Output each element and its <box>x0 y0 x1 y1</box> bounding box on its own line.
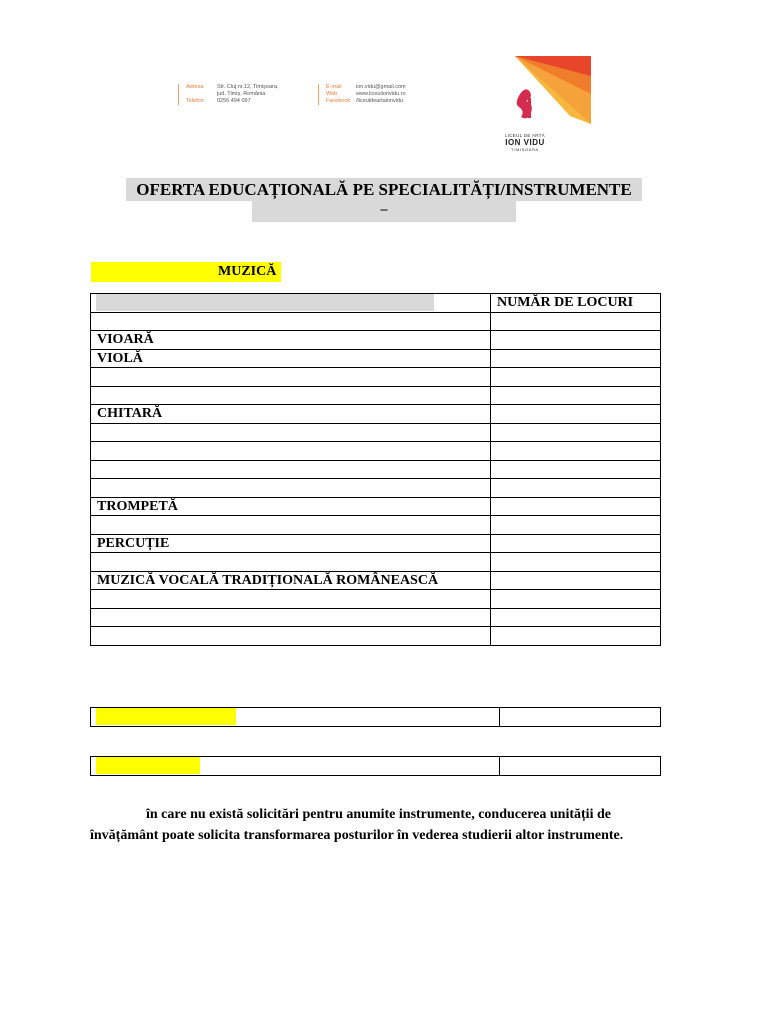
table-row <box>91 331 661 350</box>
places-cell <box>491 497 661 516</box>
instrument-cell <box>91 368 491 387</box>
table-row <box>91 708 661 727</box>
value-cell-1 <box>499 708 660 727</box>
highlight-cell-2 <box>91 757 500 776</box>
page-title: OFERTA EDUCAȚIONALĂ PE SPECIALITĂȚI/INSTRUMENTE <box>126 178 642 201</box>
address-label: Adresa <box>186 84 204 90</box>
table-row <box>91 757 661 776</box>
letterhead-contact-address <box>178 84 278 105</box>
instrument-cell <box>91 479 491 498</box>
places-cell <box>491 386 661 405</box>
address-line2: jud. Timiș, România <box>217 91 266 97</box>
highlight-cell-1 <box>91 708 500 727</box>
table-row <box>91 423 661 442</box>
section-label: MUZICĂ <box>218 264 277 279</box>
footnote-text: în care nu există solicitări pentru anumite instrumente, conducerea unității de învățământ poate solicita transformarea posturilor în vederea studierii altor instrumente. <box>90 807 624 843</box>
table-row <box>91 497 661 516</box>
web-label: Web <box>326 91 338 97</box>
letterhead-contact-online <box>318 84 406 105</box>
instrument-cell <box>91 423 491 442</box>
instrument-cell <box>91 553 491 572</box>
table-row <box>91 627 661 646</box>
table-header-row <box>91 294 661 313</box>
places-cell <box>491 590 661 609</box>
places-cell <box>491 312 661 331</box>
instrument-cell: VIOLĂ <box>91 349 491 368</box>
places-cell <box>491 423 661 442</box>
section-label-highlight <box>91 262 281 282</box>
header-shade <box>96 294 434 311</box>
logo-caption-city: TIMIȘOARA <box>511 147 539 152</box>
logo-caption-small: LICEUL DE ARTĂ <box>504 133 546 138</box>
instrument-cell <box>91 627 491 646</box>
places-cell <box>491 368 661 387</box>
yellow-highlight-1 <box>96 708 236 725</box>
highlight-table-1 <box>90 707 661 727</box>
table-row <box>91 312 661 331</box>
header-cell-instrument <box>91 294 491 313</box>
instrument-cell <box>91 590 491 609</box>
phone-value: 0256 494 097 <box>217 98 251 104</box>
table-row <box>91 460 661 479</box>
places-cell <box>491 460 661 479</box>
footnote-paragraph <box>90 804 670 846</box>
facebook-value: /liceuldeartaionvidu <box>356 98 404 104</box>
table-row <box>91 590 661 609</box>
table-row <box>91 368 661 387</box>
places-table <box>90 293 661 646</box>
places-cell <box>491 479 661 498</box>
places-cell <box>491 331 661 350</box>
places-cell <box>491 442 661 461</box>
address-line1: Str. Cluj nr.12, Timișoara, <box>217 84 279 90</box>
table-row <box>91 405 661 424</box>
places-cell <box>491 405 661 424</box>
places-cell <box>491 553 661 572</box>
facebook-label: Facebook <box>326 98 351 104</box>
instrument-cell <box>91 460 491 479</box>
instrument-cell: PERCUȚIE <box>91 534 491 553</box>
web-value: www.liceulionvidu.ro <box>356 91 406 97</box>
table-row <box>91 608 661 627</box>
instrument-cell: VIOARĂ <box>91 331 491 350</box>
places-cell <box>491 571 661 590</box>
places-cell <box>491 608 661 627</box>
places-cell <box>491 516 661 535</box>
instrument-cell <box>91 442 491 461</box>
page-subtitle: – <box>252 201 516 222</box>
table-row <box>91 516 661 535</box>
instrument-cell <box>91 608 491 627</box>
header-cell-places: NUMĂR DE LOCURI <box>491 294 661 313</box>
table-row <box>91 534 661 553</box>
instrument-cell <box>91 312 491 331</box>
value-cell-2 <box>499 757 660 776</box>
table-row <box>91 553 661 572</box>
table-row <box>91 349 661 368</box>
email-value: ion.vidu@gmail.com <box>356 84 406 90</box>
places-cell <box>491 627 661 646</box>
places-cell <box>491 349 661 368</box>
instrument-cell: MUZICĂ VOCALĂ TRADIȚIONALĂ ROMÂNEASCĂ <box>91 571 491 590</box>
instrument-cell: TROMPETĂ <box>91 497 491 516</box>
logo-caption-name: ION VIDU <box>505 138 545 147</box>
table-row <box>91 442 661 461</box>
instrument-cell: CHITARĂ <box>91 405 491 424</box>
places-cell <box>491 534 661 553</box>
table-row <box>91 386 661 405</box>
instrument-cell <box>91 386 491 405</box>
email-label: E-mail <box>326 84 342 90</box>
table-row <box>91 479 661 498</box>
phone-label: Telefon <box>186 98 204 104</box>
instrument-cell <box>91 516 491 535</box>
highlight-table-2 <box>90 756 661 776</box>
yellow-highlight-2 <box>96 757 200 774</box>
table-row <box>91 571 661 590</box>
